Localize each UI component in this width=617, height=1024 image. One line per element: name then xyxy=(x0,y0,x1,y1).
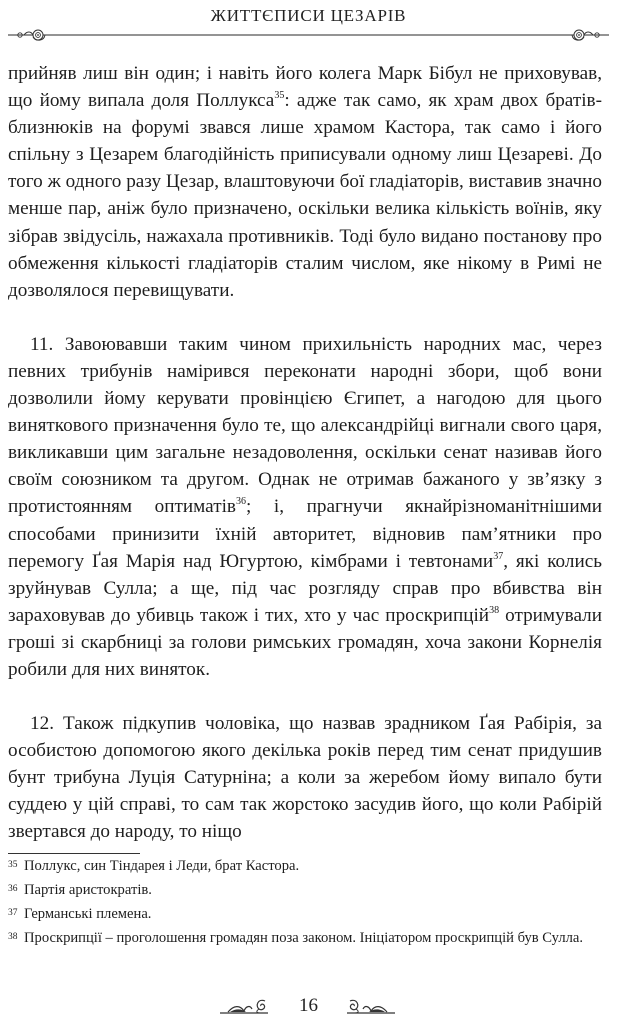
scroll-rule-ornament-icon xyxy=(0,28,617,42)
footnote-37 xyxy=(8,905,602,924)
paragraph-12 xyxy=(8,710,602,845)
text-run: 12. Також підкупив чоловіка, що назвав зрадником Ґая Рабірія, за особистою допомогою якого декілька років перед тим сенат придушив бунт трибуна Луція Сатурніна; а коли за жеребом йому випало бути суддею у цій справі, то сам так жорстоко засудив його, що коли Рабірій звертався до народу, то ніщо xyxy=(8,713,602,843)
footnote-ref-35[interactable]: 35 xyxy=(274,90,285,102)
right-flourish-icon xyxy=(345,996,397,1016)
footnote-text: Германські племена. xyxy=(24,906,152,922)
footnote-ref-36[interactable]: 36 xyxy=(235,496,246,508)
footnote-text: Партія аристократів. xyxy=(24,882,152,898)
page-number: 16 xyxy=(299,995,318,1016)
footnote-text: Поллукс, син Тіндарея і Леди, брат Кастора. xyxy=(24,858,300,874)
footnote-38 xyxy=(8,929,602,948)
paragraph-continuation xyxy=(8,60,602,304)
running-header-title: ЖИТТЄПИСИ ЦЕЗАРІВ xyxy=(210,6,407,25)
text-run: ; і, прагнучи якнайрізноманітнішими способами принизити їхній авторитет, відновив пам’ятники про перемогу Ґая Марія над Югуртою, кімбрами і тевтонами xyxy=(8,496,602,572)
footnote-35 xyxy=(8,857,602,876)
footnote-separator xyxy=(8,853,140,854)
footnote-number: 38 xyxy=(8,932,18,942)
body-text xyxy=(8,60,602,846)
footnote-ref-38[interactable]: 38 xyxy=(489,604,500,616)
text-run: 11. Завоювавши таким чином прихильність народних мас, через певних трибунів намірився переконати народні збори, щоб вони дозволили йому керувати провінцією Єгипет, а нагодою для цього виняткового призначення було те, що александрійці вигнали свого царя, викликавши цим загальне незадоволення, оскільки сенат називав його своїм союзником та другом. Однак не отримав бажаного у зв’язку з протистоянням оптиматів xyxy=(8,333,602,518)
page-footer xyxy=(0,990,617,1024)
text-run: отримували гроші зі скарбниці за голови римських громадян, хоча закони Корнелія робили для них виняток. xyxy=(8,604,602,680)
footnote-number: 35 xyxy=(8,860,18,870)
footnote-number: 37 xyxy=(8,908,18,918)
footnotes xyxy=(8,857,602,953)
footnote-text: Проскрипції – проголошення громадян поза законом. Ініціатором проскрипцій був Сулла. xyxy=(24,930,584,946)
text-run: : адже так само, як храм двох братів-близнюків на форумі звався лише храмом Кастора, так само і його спільну з Цезарем благодійність приписували одному лиш Цезареві. До того ж одного разу Цезар, влаштовуючи бої гладіаторів, виставив значно менше пар, аніж було призначено, оскільки велика кількість воїнів, яку зібрав звідусіль, нажахала противників. Тоді було видано постанову про обмеження кількості гладіаторів сталим числом, яке нікому в Римі не дозволялося перевищувати. xyxy=(8,90,602,301)
footnote-36 xyxy=(8,881,602,900)
running-header xyxy=(0,0,617,50)
footnote-number: 36 xyxy=(8,884,18,894)
text-run: прийняв лиш він один; і навіть його колега Марк Бібул не приховував, що йому випала доля Поллукса xyxy=(8,63,602,112)
text-run: , які колись зруйнував Сулла; а ще, під час розгляду справ про вбивства він зараховував до убивць також і тих, хто у час проскрипцій xyxy=(8,550,602,626)
paragraph-11 xyxy=(8,331,602,683)
footnote-ref-37[interactable]: 37 xyxy=(493,550,504,562)
